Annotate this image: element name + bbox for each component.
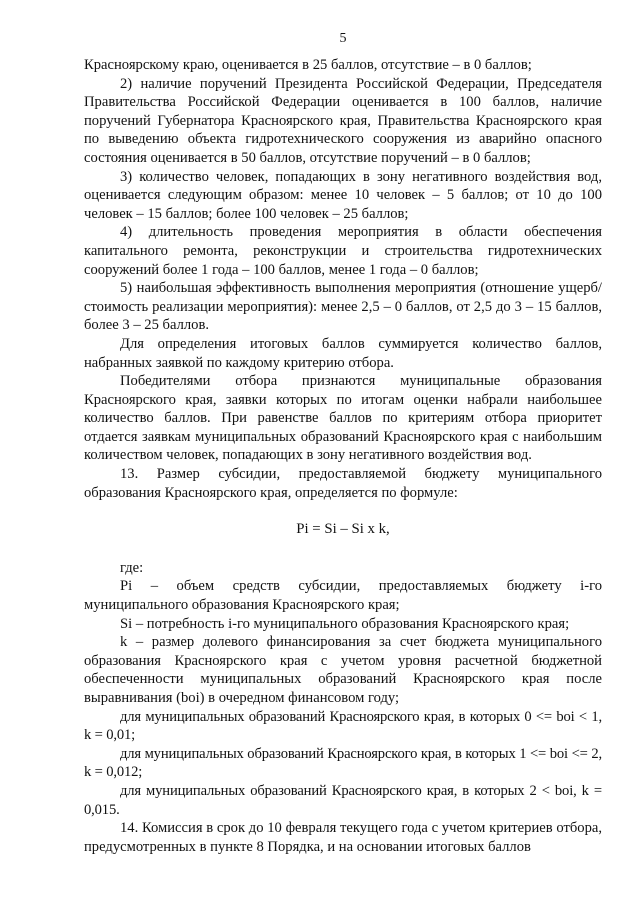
paragraph-winners: Победителями отбора признаются муниципальные образования Красноярского края, заявки которых по итогам оценки набрали наибольшее количество баллов. При равенстве баллов по критериям отбора приоритет отдается заявкам муниципальных образований Красноярского края с наибольшим количеством человек, попадающих в зону негативного воздействия вод.: [84, 373, 602, 464]
k-rule-1: для муниципальных образований Красноярского края, в которых 0 <= boi < 1, k = 0,01;: [84, 708, 602, 744]
k-rule-3: для муниципальных образований Красноярского края, в которых 2 < boi, k = 0,015.: [84, 782, 602, 818]
paragraph-criterion-3: 3) количество человек, попадающих в зону негативного воздействия вод, оценивается следующим образом: менее 10 человек – 5 баллов; от 10 до 100 человек – 15 баллов; более 100 человек – 25 баллов;: [84, 168, 602, 222]
paragraph-section-13: 13. Размер субсидии, предоставляемой бюджету муниципального образования Красноярского края, определяется по формуле:: [84, 466, 602, 501]
paragraph-criterion-1-end: Красноярскому краю, оценивается в 25 баллов, отсутствие – в 0 баллов;: [84, 57, 532, 73]
paragraph-criterion-5: 5) наибольшая эффективность выполнения мероприятия (отношение ущерб/стоимость реализации мероприятия): менее 2,5 – 0 баллов, от 2,5 до 3 – 15 баллов, более 3 – 25 баллов.: [84, 280, 602, 334]
document-page: [84, 30, 602, 856]
paragraph-where: где:: [120, 559, 144, 576]
definition-si: Si – потребность i-го муниципального образования Красноярского края;: [120, 615, 570, 632]
paragraph-criterion-4: 4) длительность проведения мероприятия в области обеспечения капитального ремонта, реконструкции и строительства гидротехнических сооружений более 1 года – 100 баллов, менее 1 года – 0 баллов;: [84, 224, 602, 278]
paragraph-criterion-2: 2) наличие поручений Президента Российской Федерации, Председателя Правительства Российской Федерации оценивается в 100 баллов, наличие поручений Губернатора Красноярского края, Правительства Красноярского края по выведению объекта гидротехнического сооружения из аварийно опасного состояния оценивается в 50 баллов, отсутствие поручений – в 0 баллов;: [84, 75, 602, 166]
definition-k: k – размер долевого финансирования за счет бюджета муниципального образования Красноярского края с учетом уровня расчетной бюджетной обеспеченности муниципальных образований Красноярского края после выравнивания (boi) в очередном финансовом году;: [84, 634, 602, 706]
k-rule-2: для муниципальных образований Красноярского края, в которых 1 <= boi <= 2, k = 0,012;: [84, 745, 602, 781]
definition-pi: Pi – объем средств субсидии, предоставляемых бюджету i-го муниципального образования Красноярского края;: [84, 578, 602, 614]
paragraph-total-score: Для определения итоговых баллов суммируется количество баллов, набранных заявкой по каждому критерию отбора.: [84, 335, 602, 371]
subsidy-formula: Pi = Si – Si x k,: [296, 521, 390, 538]
paragraph-section-14: 14. Комиссия в срок до 10 февраля текущего года с учетом критериев отбора, предусмотренных в пункте 8 Порядка, и на основании итоговых баллов: [84, 820, 602, 855]
page-number: 5: [339, 31, 347, 46]
